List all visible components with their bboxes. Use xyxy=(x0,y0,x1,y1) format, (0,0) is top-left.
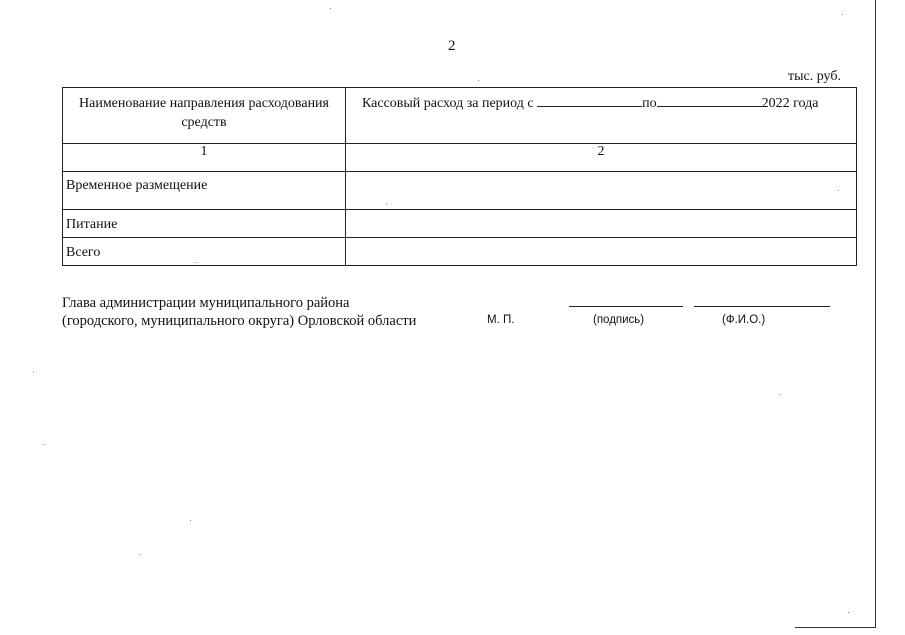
scan-speck xyxy=(478,80,479,81)
table-header-row xyxy=(63,88,857,144)
scan-speck xyxy=(330,8,331,9)
header-period-year: 2022 года xyxy=(761,96,819,111)
scan-speck xyxy=(386,204,387,205)
row-value-total xyxy=(346,238,857,266)
full-name-caption: (Ф.И.О.) xyxy=(722,314,766,326)
signatory-title-line-2: (городского, муниципального округа) Орловской области xyxy=(62,313,417,329)
row-label-food: Питание xyxy=(63,210,346,238)
date-to-blank xyxy=(657,93,762,107)
scan-speck xyxy=(838,190,839,191)
signature-caption: (подпись) xyxy=(593,314,645,326)
signatory-title xyxy=(62,294,416,330)
table-row xyxy=(63,210,857,238)
stamp-place-label: М. П. xyxy=(487,314,515,326)
page-number: 2 xyxy=(448,38,456,54)
units-label: тыс. руб. xyxy=(788,69,841,84)
scan-speck xyxy=(848,612,849,613)
header-period-prefix: Кассовый расход за период с xyxy=(362,96,534,111)
signature-line xyxy=(569,306,683,307)
header-expense-direction: Наименование направления расходования средств xyxy=(63,88,346,144)
scan-speck xyxy=(190,520,191,521)
row-value-temporary-housing xyxy=(346,172,857,210)
header-period-to: по xyxy=(642,96,657,111)
column-number-2: 2 xyxy=(346,144,857,172)
scan-speck xyxy=(33,372,34,373)
scan-speck xyxy=(780,394,781,395)
expense-table xyxy=(62,87,857,266)
scan-border-vertical xyxy=(875,0,876,628)
scan-speck xyxy=(842,14,843,15)
scan-border-horizontal xyxy=(795,627,876,628)
row-label-total: Всего xyxy=(63,238,346,266)
full-name-line xyxy=(694,306,830,307)
date-from-blank xyxy=(537,93,642,107)
table-row xyxy=(63,172,857,210)
signatory-title-line-1: Глава администрации муниципального района xyxy=(62,295,350,311)
column-number-row xyxy=(63,144,857,172)
column-number-1: 1 xyxy=(63,144,346,172)
row-value-food xyxy=(346,210,857,238)
scan-speck xyxy=(140,554,141,555)
scan-speck xyxy=(44,444,45,445)
table-row xyxy=(63,238,857,266)
header-cash-expense xyxy=(346,88,857,144)
row-label-temporary-housing: Временное размещение xyxy=(63,172,346,210)
scan-speck xyxy=(196,262,197,263)
